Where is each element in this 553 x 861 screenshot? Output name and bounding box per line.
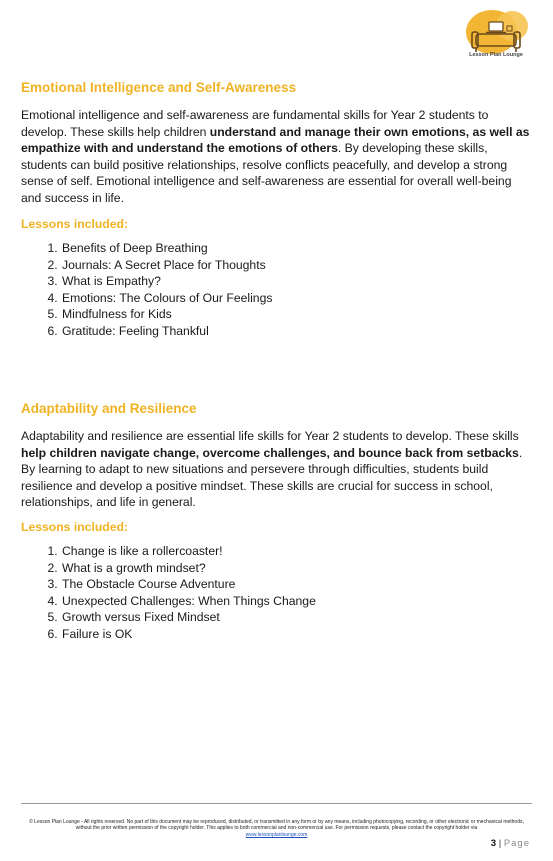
list-item: 1. Change is like a rollercoaster! bbox=[61, 543, 316, 560]
lessons-list-adaptability bbox=[21, 543, 316, 643]
page-separator: | bbox=[496, 838, 504, 849]
logo-caption: Lesson Plan Lounge bbox=[469, 52, 523, 58]
list-item: 6. Gratitude: Feeling Thankful bbox=[61, 323, 272, 340]
list-item: 4. Emotions: The Colours of Our Feelings bbox=[61, 290, 272, 307]
list-item: 4. Unexpected Challenges: When Things Change bbox=[61, 593, 316, 610]
list-item: 5. Mindfulness for Kids bbox=[61, 306, 272, 323]
lessons-heading: Lessons included: bbox=[21, 520, 128, 534]
list-item: 6. Failure is OK bbox=[61, 626, 316, 643]
list-item: 2. Journals: A Secret Place for Thoughts bbox=[61, 257, 272, 274]
body-text: Emotional intelligence and self-awareness are fundamental skills for Year 2 students to develop. These skills help children bbox=[21, 108, 489, 139]
section-body-emotional-intelligence bbox=[21, 107, 531, 207]
page-number-value: 3 bbox=[490, 838, 497, 849]
list-item: 5. Growth versus Fixed Mindset bbox=[61, 609, 316, 626]
body-emphasis: help children navigate change, overcome challenges, and bounce back from setbacks bbox=[21, 445, 519, 460]
body-text: . By learning to adapt to new situations and persevere through difficulties, students build resilience and develop a positive mindset. These skills are crucial for success in school, relationships, and life in general. bbox=[21, 445, 523, 510]
list-item: 1. Benefits of Deep Breathing bbox=[61, 240, 272, 257]
body-emphasis: understand and manage their own emotions, as well as empathize with and understand the emotions of others bbox=[21, 124, 530, 156]
list-item: 2. What is a growth mindset? bbox=[61, 560, 316, 577]
lessons-heading: Lessons included: bbox=[21, 217, 128, 231]
body-text: . By developing these skills, students can build positive relationships, resolve conflicts peacefully, and develop a strong sense of self. Emotional intelligence and self-awareness are essential for overall well-being and success in life. bbox=[21, 141, 512, 205]
list-item: 3. What is Empathy? bbox=[61, 273, 272, 290]
section-title-emotional-intelligence: Emotional Intelligence and Self-Awareness bbox=[21, 80, 297, 95]
section-title-adaptability: Adaptability and Resilience bbox=[21, 401, 197, 416]
website-link[interactable]: www.lessonplanlounge.com bbox=[245, 831, 308, 838]
page-word: Page bbox=[503, 838, 530, 849]
list-item: 3. The Obstacle Course Adventure bbox=[61, 576, 316, 593]
footer-copyright bbox=[21, 819, 532, 838]
page-number bbox=[470, 838, 530, 849]
lessons-list-emotional-intelligence bbox=[21, 240, 272, 340]
body-text: Adaptability and resilience are essential life skills for Year 2 students to develop. These skills bbox=[21, 429, 519, 443]
footer-divider bbox=[21, 803, 532, 804]
section-body-adaptability bbox=[21, 428, 531, 511]
copyright-text: © Lesson Plan Lounge - All rights reserved. No part of this document may be reproduced, distributed, or transmitted in any form or by any means, including photocopying, recording, or other electronic or mechanical methods, without the prior written permission of the copyright holder. This applies to both commercial and non-commercial use. For permission requests, please contact the copyright holder via bbox=[29, 819, 524, 832]
